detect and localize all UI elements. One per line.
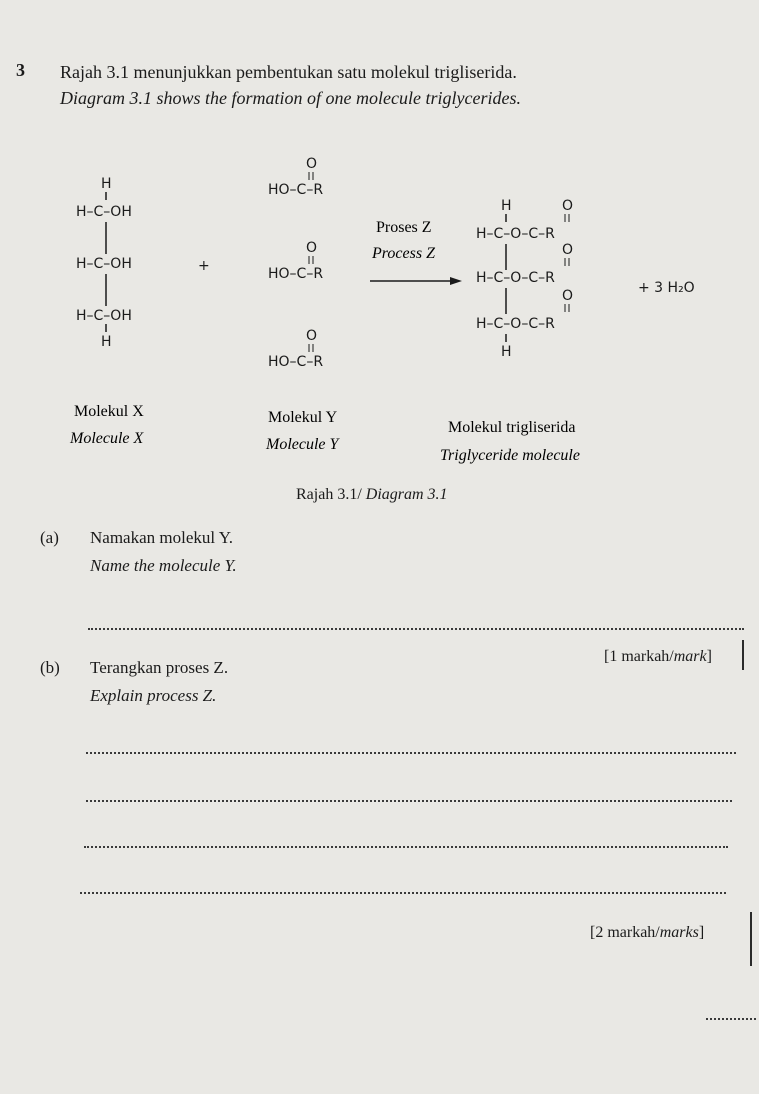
molecule-x-label-malay: Molekul X [74, 403, 144, 420]
glycerol-carbon-3: H–C–OH [76, 308, 132, 324]
glycerol-carbon-2: H–C–OH [76, 256, 132, 272]
molecule-y-structure [268, 156, 323, 370]
molecule-x-label-english: Molecule X [70, 430, 144, 447]
reaction-arrow-head [450, 277, 462, 285]
part-b-question-english: Explain process Z. [90, 686, 217, 705]
part-b-marks-close: ] [698, 924, 705, 941]
caption-english: Diagram 3.1 [365, 486, 448, 503]
acid-3-oxygen: O [306, 328, 318, 344]
molecule-y-label-malay: Molekul Y [268, 409, 338, 426]
fatty-acid-2: HO–C–R [268, 266, 324, 282]
molecule-y-label-english: Molecule Y [266, 436, 339, 453]
triglyceride-label-english: Triglyceride molecule [440, 447, 580, 464]
part-a-marks-malay: [1 markah/ [604, 648, 674, 665]
acid-2-oxygen: O [306, 240, 318, 256]
tg-top-h: H [501, 198, 512, 214]
part-a-marks [604, 648, 712, 666]
part-b-answer-line-4[interactable] [80, 892, 726, 894]
part-b-question-malay: Terangkan proses Z. [90, 658, 229, 677]
part-a-marks-close: ] [706, 648, 712, 665]
tg-oxygen-3: O [562, 288, 574, 304]
margin-line-b [750, 912, 752, 966]
part-b-marks [590, 924, 704, 942]
bottom-edge-dash [706, 1018, 756, 1020]
ester-link-3: H–C–O–C–R [476, 316, 555, 332]
plus-sign: + [198, 258, 210, 274]
glycerol-carbon-1: H–C–OH [76, 204, 132, 220]
question-stem-malay: Rajah 3.1 menunjukkan pembentukan satu molekul trigliserida. [60, 62, 517, 82]
part-a-answer-line[interactable] [88, 628, 744, 630]
part-b-marks-english: marks [659, 924, 699, 941]
tg-oxygen-2: O [562, 242, 574, 258]
fatty-acid-3: HO–C–R [268, 354, 324, 370]
molecule-x-structure [76, 176, 132, 350]
glycerol-top-h: H [101, 176, 112, 192]
part-a-marks-english: mark [673, 648, 707, 665]
part-b-answer-line-3[interactable] [84, 846, 728, 848]
tg-oxygen-1: O [562, 198, 574, 214]
caption-malay: Rajah 3.1/ [296, 486, 362, 503]
process-label-malay: Proses Z [376, 219, 432, 236]
part-b-answer-line-1[interactable] [86, 752, 736, 754]
part-b-marks-malay: [2 markah/ [590, 924, 660, 941]
ester-link-1: H–C–O–C–R [476, 226, 555, 242]
acid-1-oxygen: O [306, 156, 318, 172]
part-b-label: (b) [40, 658, 60, 677]
question-stem-english: Diagram 3.1 shows the formation of one molecule triglycerides. [60, 88, 521, 108]
part-b-answer-line-2[interactable] [86, 800, 732, 802]
question-number: 3 [16, 60, 25, 80]
triglyceride-structure [476, 198, 573, 360]
margin-line-a [742, 640, 744, 670]
ester-link-2: H–C–O–C–R [476, 270, 555, 286]
reaction-diagram [0, 0, 759, 480]
diagram-caption [296, 486, 448, 504]
process-label-english: Process Z [372, 245, 435, 262]
tg-bottom-h: H [501, 344, 512, 360]
part-a-question-english: Name the molecule Y. [90, 556, 237, 575]
triglyceride-label-malay: Molekul trigliserida [448, 419, 576, 436]
glycerol-bottom-h: H [101, 334, 112, 350]
part-a-question-malay: Namakan molekul Y. [90, 528, 234, 547]
part-a-label: (a) [40, 528, 59, 547]
water-product: + 3 H₂O [638, 280, 695, 296]
fatty-acid-1: HO–C–R [268, 182, 324, 198]
